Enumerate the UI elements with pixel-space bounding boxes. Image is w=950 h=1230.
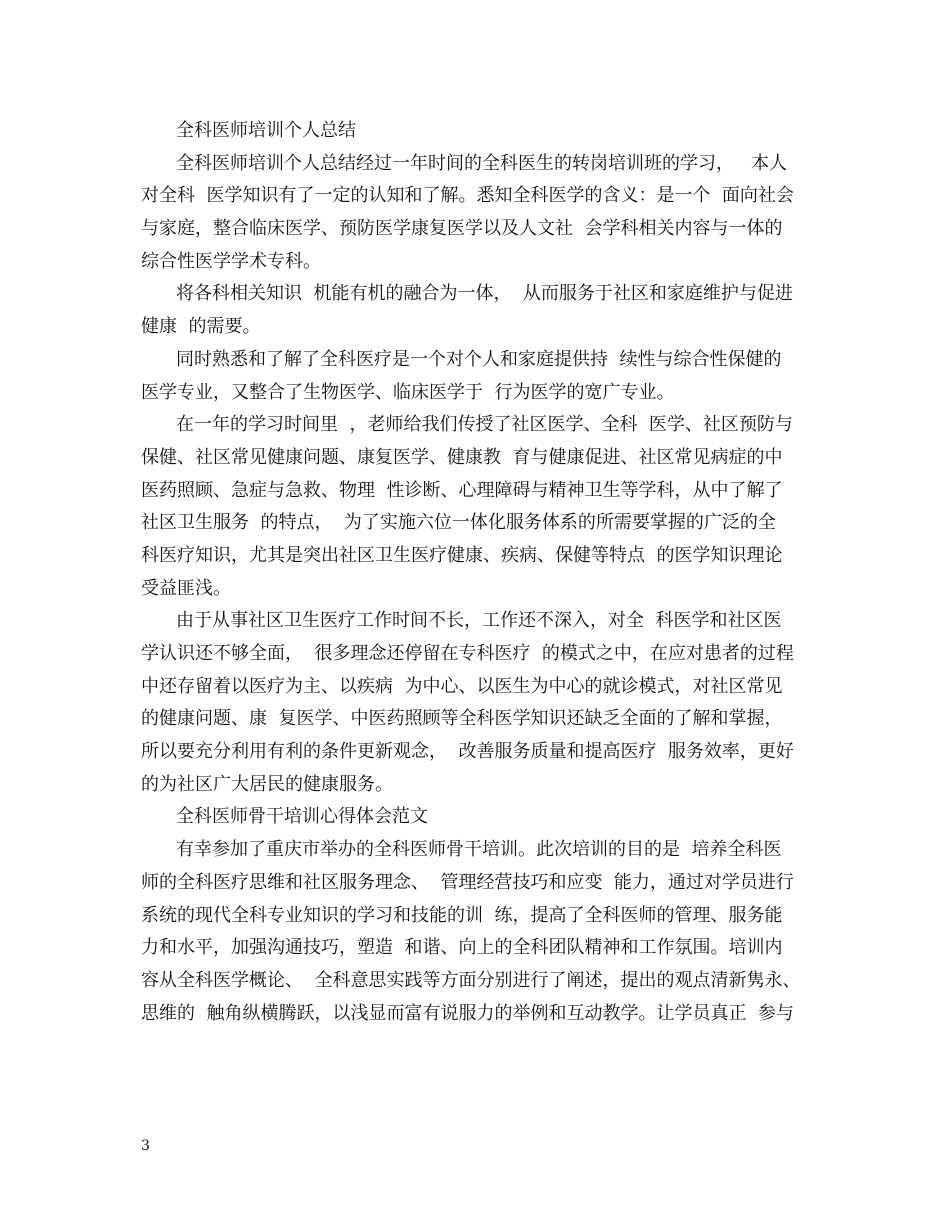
- text-line: 有幸参加了重庆市举办的全科医师骨干培训。此次培训的目的是 培养全科医: [176, 839, 782, 861]
- text-line: 全科医师骨干培训心得体会范文: [176, 806, 428, 828]
- text-line: 学认识还不够全面， 很多理念还停留在专科医疗 的模式之中，在应对患者的过程: [141, 643, 794, 664]
- text-line: 师的全科医疗思维和社区服务理念、 管理经营技巧和应变 能力，通过对学员进行: [141, 871, 794, 893]
- text-line: 健康 的需要。: [141, 316, 261, 338]
- text-line: 容从全科医学概论、 全科意思实践等方面分别进行了阐述，提出的观点清新隽永、: [141, 969, 801, 991]
- text-line: 所以要充分利用有利的条件更新观念， 改善服务质量和提高医疗 服务效率，更好: [141, 741, 794, 763]
- text-line: 对全科 医学知识有了一定的认知和了解。悉知全科医学的含义：是一个 面向社会: [141, 185, 794, 207]
- document-body: [141, 115, 831, 1030]
- text-line: 医学专业，又整合了生物医学、临床医学于 行为医学的宽广专业。: [141, 381, 675, 403]
- text-line: 的为社区广大居民的健康服务。: [141, 773, 393, 795]
- text-line: 同时熟悉和了解了全科医疗是一个对个人和家庭提供持 续性与综合性保健的: [176, 348, 782, 370]
- text-line: 力和水平，加强沟通技巧，塑造 和谐、向上的全科团队精神和工作氛围。培训内: [141, 937, 783, 959]
- text-line: 综合性医学学术专科。: [141, 250, 321, 272]
- text-line: 的健康问题、康 复医学、中医药照顾等全科医学知识还缺乏全面的了解和掌握，: [141, 708, 783, 730]
- text-line: 科医疗知识，尤其是突出社区卫生医疗健康、疾病、保健等特点 的医学知识理论: [141, 544, 783, 566]
- text-line: 医药照顾、急症与急救、物理 性诊断、心理障碍与精神卫生等学科，从中了解了: [141, 479, 783, 501]
- text-line: 受益匪浅。: [141, 577, 231, 599]
- text-line: 由于从事社区卫生医疗工作时间不长，工作还不深入，对全 科医学和社区医: [176, 610, 782, 632]
- text-line: 全科医师培训个人总结经过一年时间的全科医生的转岗培训班的学习， 本人: [176, 152, 788, 174]
- text-line: 保健、社区常见健康问题、康复医学、健康教 育与健康促进、社区常见病症的中: [141, 446, 783, 468]
- page-number: 3: [141, 1138, 150, 1154]
- text-line: 中还存留着以医疗为主、以疾病 为中心、以医生为中心的就诊模式，对社区常见: [141, 675, 783, 697]
- text-line: 系统的现代全科专业知识的学习和技能的训 练，提高了全科医师的管理、服务能: [141, 904, 783, 926]
- text-line: 与家庭，整合临床医学、预防医学康复医学以及人文社 会学科相关内容与一体的: [141, 218, 783, 240]
- text-line: 思维的 触角纵横腾跃，以浅显而富有说服力的举例和互动教学。让学员真正 参与: [141, 1002, 794, 1024]
- text-line: 全科医师培训个人总结: [176, 120, 356, 141]
- text-line: 社区卫生服务 的特点， 为了实施六位一体化服务体系的所需要掌握的广泛的全: [141, 512, 776, 534]
- text-line: 在一年的学习时间里 ，老师给我们传授了社区医学、全科 医学、社区预防与: [176, 414, 793, 436]
- text-line: 将各科相关知识 机能有机的融合为一体， 从而服务于社区和家庭维护与促进: [176, 283, 793, 305]
